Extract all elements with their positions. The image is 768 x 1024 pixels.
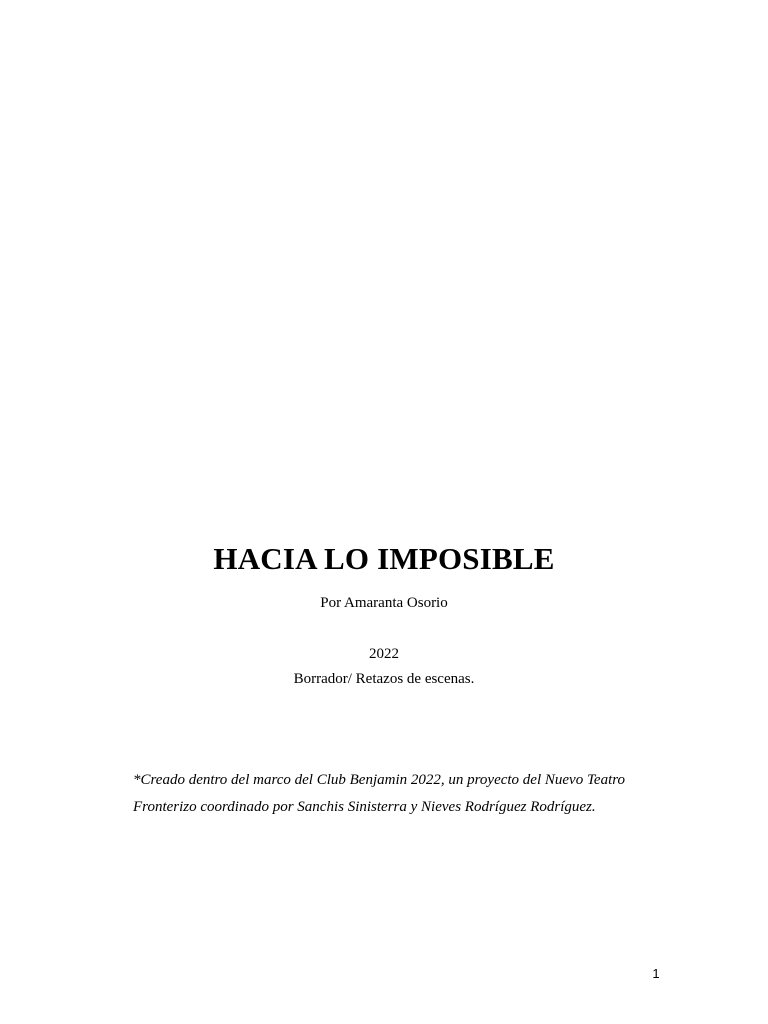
author-line: Por Amaranta Osorio xyxy=(320,595,448,611)
document-title: HACIA LO IMPOSIBLE xyxy=(213,541,555,576)
footnote-line: *Creado dentro del marco del Club Benjamin 2022, un proyecto del Nuevo Teatro xyxy=(133,772,626,788)
draft-note: Borrador/ Retazos de escenas. xyxy=(293,671,475,687)
year-text: 2022 xyxy=(369,646,399,662)
footnote xyxy=(133,767,673,821)
footnote-line: Fronterizo coordinado por Sanchis Sinisterra y Nieves Rodríguez Rodríguez. xyxy=(133,799,596,815)
page-number: 1 xyxy=(652,966,660,981)
